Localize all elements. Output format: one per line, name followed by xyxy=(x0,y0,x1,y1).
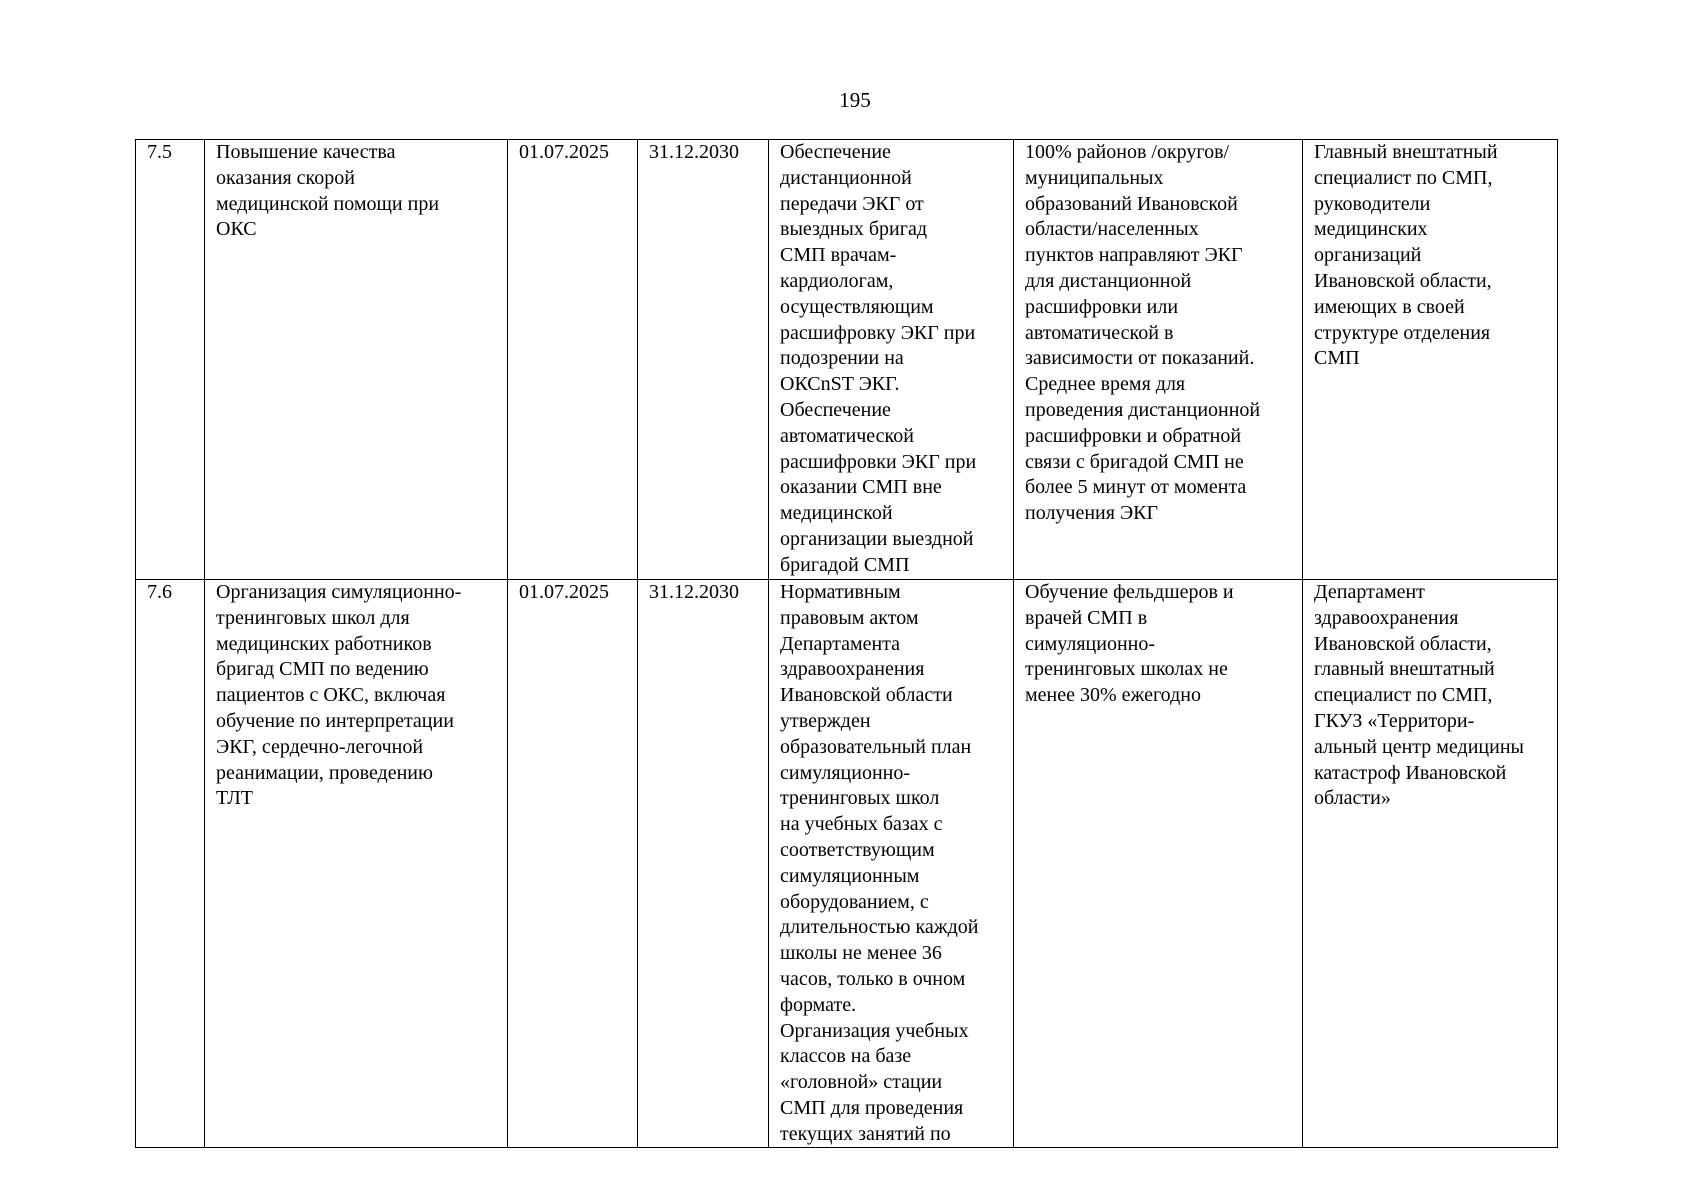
event-line: тренинговых школ для xyxy=(216,606,410,629)
result-line: Нормативным xyxy=(780,581,901,603)
result-line: бригадой СМП xyxy=(780,553,910,576)
result-line: расшифровку ЭКГ при xyxy=(780,321,976,344)
indicator-line: получения ЭКГ xyxy=(1025,502,1159,525)
result-line: здравоохранения xyxy=(780,658,925,681)
indicator-line: менее 30% ежегодно xyxy=(1025,684,1201,707)
responsible-line: СМП xyxy=(1314,347,1360,370)
responsible-line: организаций xyxy=(1314,244,1422,267)
result-line: Организация учебных xyxy=(780,1019,969,1042)
result-line: оборудованием, с xyxy=(780,890,929,913)
indicator-line: пунктов направляют ЭКГ xyxy=(1025,244,1243,267)
result-line: тренинговых школ xyxy=(780,787,940,810)
result-line: ОКСnST ЭКГ. xyxy=(780,373,900,396)
indicator-cell xyxy=(1014,140,1303,580)
result-line: осуществляющим xyxy=(780,295,934,318)
result-line: Департамента xyxy=(780,632,901,655)
indicator-line: Обучение фельдшеров и xyxy=(1025,581,1234,603)
result-line: формате. xyxy=(780,993,857,1016)
event-line: бригад СМП по ведению xyxy=(216,658,429,681)
indicator-line: 100% районов /округов/ xyxy=(1025,141,1230,163)
event-line: медицинской помощи при xyxy=(216,192,440,215)
responsible-line: Ивановской области, xyxy=(1314,269,1492,292)
indicator-line: Среднее время для xyxy=(1025,373,1186,396)
result-line: школы не менее 36 xyxy=(780,942,942,965)
result-line: медицинской xyxy=(780,502,893,525)
result-line: оказании СМП вне xyxy=(780,476,942,499)
table-row-7-5 xyxy=(136,140,1558,580)
responsible-line: катастроф Ивановской xyxy=(1314,761,1507,784)
row-number: 7.6 xyxy=(147,581,172,603)
start-date-cell xyxy=(508,140,638,580)
event-line: Организация симуляционно- xyxy=(216,581,462,603)
indicator-line: образований Ивановской xyxy=(1025,192,1238,215)
table-row-7-6 xyxy=(136,580,1558,1148)
event-line: ТЛТ xyxy=(216,787,254,810)
end-date-cell xyxy=(638,580,769,1148)
result-text xyxy=(780,580,1009,1147)
responsible-line: области» xyxy=(1314,787,1391,810)
responsible-line: медицинских xyxy=(1314,218,1428,241)
plan-table xyxy=(135,139,1558,1148)
start-date-cell xyxy=(508,580,638,1148)
result-line: Ивановской области xyxy=(780,684,953,707)
result-line: Обеспечение xyxy=(780,398,891,421)
responsible-line: руководители xyxy=(1314,192,1431,215)
result-line: выездных бригад xyxy=(780,218,927,241)
indicator-line: для дистанционной xyxy=(1025,269,1192,292)
indicator-line: автоматической в xyxy=(1025,321,1174,344)
result-line: длительностью каждой xyxy=(780,916,979,939)
result-line: организации выездной xyxy=(780,527,974,550)
result-line: часов, только в очном xyxy=(780,967,966,990)
result-line: правовым актом xyxy=(780,606,919,629)
result-line: передачи ЭКГ от xyxy=(780,192,924,215)
result-line: образовательный план xyxy=(780,735,972,758)
responsible-line: имеющих в своей xyxy=(1314,295,1465,318)
indicator-line: более 5 минут от момента xyxy=(1025,476,1247,499)
responsible-line: альный центр медицины xyxy=(1314,735,1524,758)
responsible-line: специалист по СМП, xyxy=(1314,166,1493,189)
event-line: ОКС xyxy=(216,218,257,241)
indicator-line: расшифровки или xyxy=(1025,295,1179,318)
indicator-line: проведения дистанционной xyxy=(1025,398,1261,421)
responsible-line: Департамент xyxy=(1314,581,1425,603)
start-date: 01.07.2025 xyxy=(519,581,609,603)
indicator-line: тренинговых школах не xyxy=(1025,658,1228,681)
result-line: подозрении на xyxy=(780,347,904,370)
event-line: оказания скорой xyxy=(216,166,355,189)
responsible-line: Ивановской области, xyxy=(1314,632,1492,655)
result-line: симуляционным xyxy=(780,864,920,887)
responsible-line: ГКУЗ «Территори- xyxy=(1314,709,1475,732)
responsible-line: специалист по СМП, xyxy=(1314,684,1493,707)
row-number-cell xyxy=(136,140,205,580)
result-line: расшифровки ЭКГ при xyxy=(780,450,977,473)
event-cell xyxy=(205,140,508,580)
result-line: СМП для проведения xyxy=(780,1096,964,1119)
row-number-cell xyxy=(136,580,205,1148)
start-date: 01.07.2025 xyxy=(519,141,609,163)
result-line: автоматической xyxy=(780,424,914,447)
result-line: классов на базе xyxy=(780,1045,912,1068)
indicator-line: симуляционно- xyxy=(1025,632,1156,655)
result-line: симуляционно- xyxy=(780,761,911,784)
event-line: обучение по интерпретации xyxy=(216,709,454,732)
event-line: медицинских работников xyxy=(216,632,432,655)
indicator-line: муниципальных xyxy=(1025,166,1164,189)
responsible-line: главный внештатный xyxy=(1314,658,1495,681)
end-date: 31.12.2030 xyxy=(649,581,739,603)
indicator-line: зависимости от показаний. xyxy=(1025,347,1255,370)
responsible-cell xyxy=(1303,580,1558,1148)
end-date: 31.12.2030 xyxy=(649,141,739,163)
result-line: соответствующим xyxy=(780,838,935,861)
event-line: реанимации, проведению xyxy=(216,761,433,784)
result-line: СМП врачам- xyxy=(780,244,897,267)
responsible-cell xyxy=(1303,140,1558,580)
event-line: ЭКГ, сердечно-легочной xyxy=(216,735,424,758)
result-cell xyxy=(769,580,1014,1148)
responsible-line: Главный внештатный xyxy=(1314,141,1498,163)
indicator-line: области/населенных xyxy=(1025,218,1199,241)
indicator-line: связи с бригадой СМП не xyxy=(1025,450,1244,473)
result-line: текущих занятий по xyxy=(780,1122,951,1145)
indicator-line: расшифровки и обратной xyxy=(1025,424,1242,447)
result-line: на учебных базах с xyxy=(780,813,943,836)
responsible-line: структуре отделения xyxy=(1314,321,1491,344)
event-line: Повышение качества xyxy=(216,141,396,163)
event-cell xyxy=(205,580,508,1148)
indicator-line: врачей СМП в xyxy=(1025,606,1148,629)
event-line: пациентов с ОКС, включая xyxy=(216,684,446,707)
result-cell xyxy=(769,140,1014,580)
result-line: Обеспечение xyxy=(780,141,891,163)
page-number: 195 xyxy=(839,88,871,112)
end-date-cell xyxy=(638,140,769,580)
responsible-line: здравоохранения xyxy=(1314,606,1459,629)
result-line: кардиологам, xyxy=(780,269,894,292)
result-line: утвержден xyxy=(780,709,871,732)
result-line: дистанционной xyxy=(780,166,912,189)
row-number: 7.5 xyxy=(147,141,172,163)
indicator-cell xyxy=(1014,580,1303,1148)
result-line: «головной» стации xyxy=(780,1071,943,1094)
